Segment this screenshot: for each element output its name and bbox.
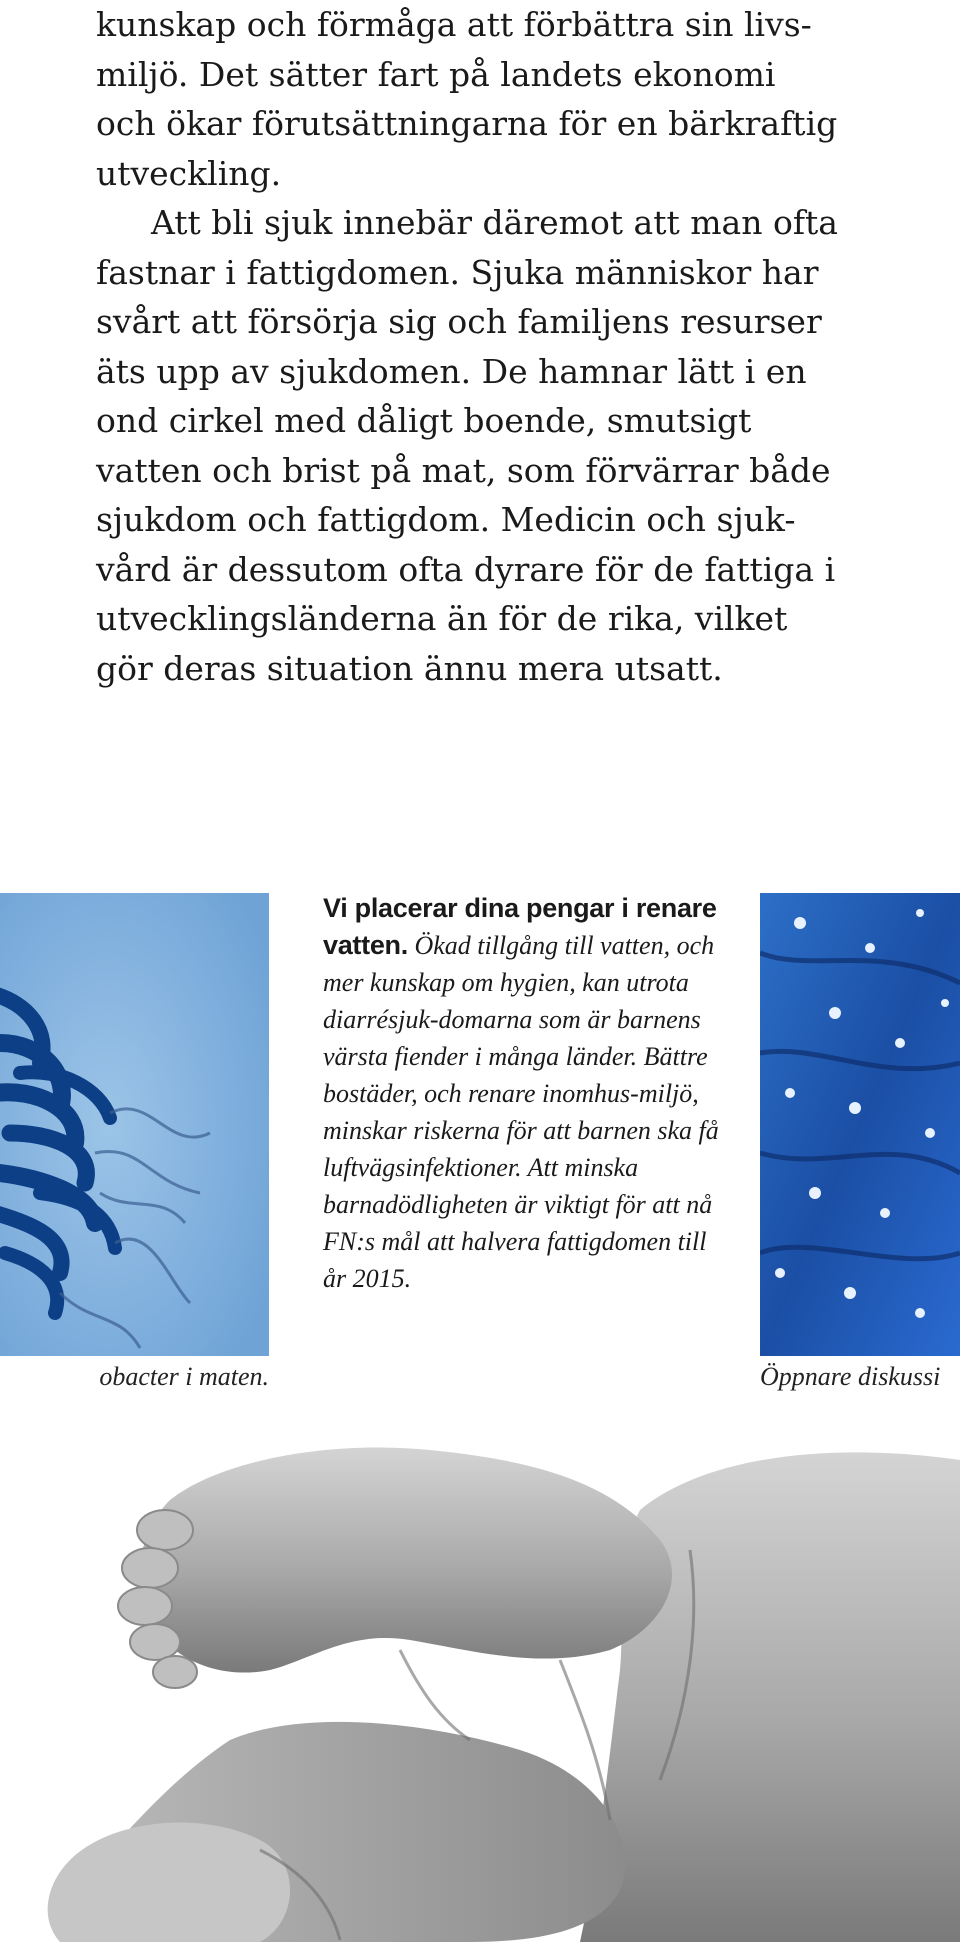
bacteria-micrograph-image <box>0 893 269 1356</box>
body-text <box>96 0 886 693</box>
microscope-image <box>760 893 960 1356</box>
sidebar-text: Ökad tillgång till vatten, och mer kunskap om hygien, kan utrota diarrésjuk-domarna som är barnens värsta fiender i många länder. Bättre bostäder, och renare inomhus-miljö, minskar riskerna för att barnen ska få luftvägsinfektioner. Att minska barnadödligheten är viktigt för att nå FN:s mål att halvera fattigdomen till år 2015. <box>323 931 719 1293</box>
baby-legs-photo <box>0 1420 960 1942</box>
right-image-caption: Öppnare diskussi <box>760 1362 941 1391</box>
sidebar-heading: Vi placerar dina pengar i renare vatten. <box>323 893 717 960</box>
body-paragraph-2: Att bli sjuk innebär däremot att man ofta fastnar i fattigdomen. Sjuka människor har svårt att försörja sig och familjens resurser äts upp av sjukdomen. De hamnar lätt i en ond cirkel med dåligt boende, smutsigt vatten och brist på mat, som förvärrar både sjukdom och fattigdom. Medicin och sjuk- vård är dessutom ofta dyrare för de fattiga i utvecklingsländerna än för de rika, vilket gör deras situation ännu mera utsatt. <box>96 203 838 688</box>
sidebar-box <box>323 890 723 1297</box>
body-paragraph-1: kunskap och förmåga att förbättra sin livs- miljö. Det sätter fart på landets ekonomi och ökar förutsättningarna för en bärkraftig utveckling. <box>96 5 838 193</box>
left-image-caption: obacter i maten. <box>99 1362 269 1391</box>
